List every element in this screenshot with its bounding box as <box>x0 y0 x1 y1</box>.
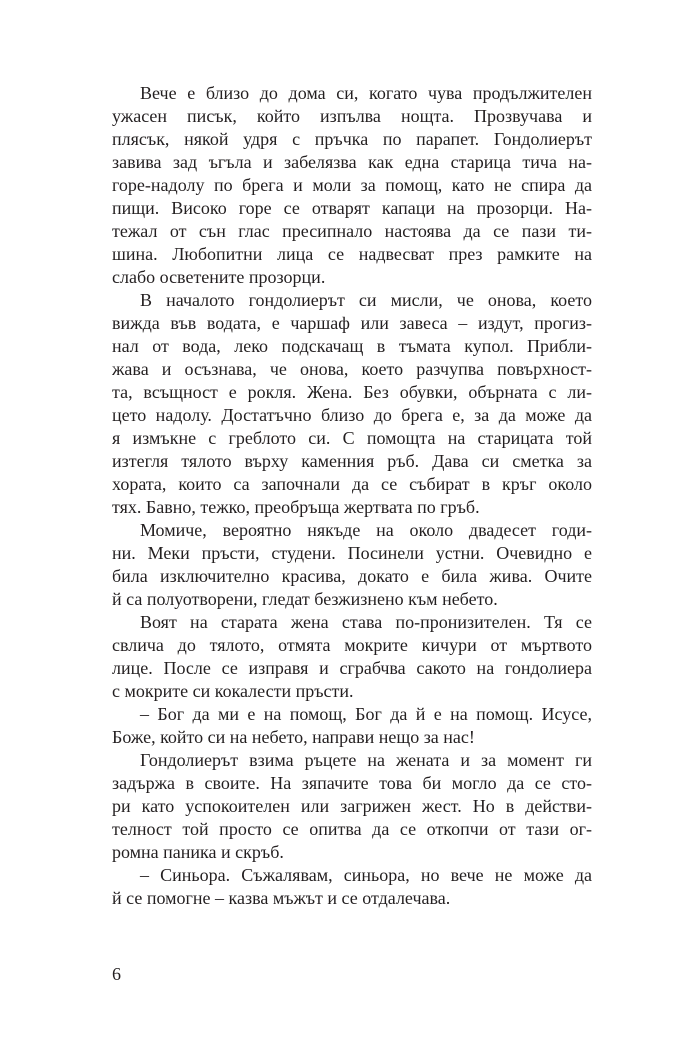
page-number: 6 <box>112 964 121 984</box>
dialogue-paragraph <box>112 703 592 749</box>
text-line: й са полуотворени, гледат безжизнено към небето. <box>112 589 498 609</box>
text-line: Момиче, вероятно някъде на около двадесет годи- <box>140 520 592 540</box>
text-line: била изключително красива, докато е била жива. Очите <box>112 566 592 586</box>
dialogue-paragraph <box>112 864 592 910</box>
paragraph <box>112 519 592 611</box>
text-line: нал от вода, леко подскачащ в тъмата купол. Прибли- <box>112 336 592 356</box>
text-line: изтегля тялото върху каменния ръб. Дава си сметка за <box>112 451 592 471</box>
text-line: тежал от сън глас пресипнало настоява да се пази ти- <box>112 221 592 241</box>
text-line: й се помогне – казва мъжът и се отдалечава. <box>112 888 451 908</box>
text-line: цето надолу. Достатъчно близо до брега е, за да може да <box>112 405 592 425</box>
text-line: Вече е близо до дома си, когато чува продължителен <box>140 83 592 103</box>
paragraph <box>112 82 592 289</box>
text-line: ни. Меки пръсти, студени. Посинели устни. Очевидно е <box>112 543 592 563</box>
text-line: ужасен писък, който изпълва нощта. Прозвучава и <box>112 106 592 126</box>
text-line: я измъкне с греблото си. С помощта на старицата той <box>112 428 592 448</box>
text-line: та, всъщност е рокля. Жена. Без обувки, обърната с ли- <box>112 382 592 402</box>
text-line: свлича до тялото, отмята мокрите кичури от мъртвото <box>112 635 592 655</box>
paragraph <box>112 749 592 864</box>
text-line: задържа в своите. На зяпачите това би могло да се сто- <box>112 773 592 793</box>
text-line: – Бог да ми е на помощ, Бог да й е на помощ. Исусе, <box>140 704 592 724</box>
text-line: плясък, някой удря с пръчка по парапет. Гондолиерът <box>112 129 592 149</box>
paragraph <box>112 611 592 703</box>
text-line: пищи. Високо горе се отварят капаци на прозорци. На- <box>112 198 592 218</box>
text-line: хората, които са започнали да се събират в кръг около <box>112 474 592 494</box>
text-line: с мокрите си кокалести пръсти. <box>112 681 354 701</box>
text-line: – Синьора. Съжалявам, синьора, но вече не може да <box>140 865 592 885</box>
text-line: Боже, който си на небето, направи нещо за нас! <box>112 727 475 747</box>
text-line: слабо осветените прозорци. <box>112 267 326 287</box>
text-line: ромна паника и скръб. <box>112 842 284 862</box>
text-line: Гондолиерът взима ръцете на жената и за момент ги <box>140 750 592 770</box>
text-line: В началото гондолиерът си мисли, че онова, което <box>140 290 592 310</box>
text-line: горе-надолу по брега и моли за помощ, като не спира да <box>112 175 592 195</box>
text-line: тях. Бавно, тежко, преобръща жертвата по гръб. <box>112 497 480 517</box>
text-line: лице. После се изправя и сграбчва сакото на гондолиера <box>112 658 592 678</box>
text-line: телност той просто се опитва да се откопчи от тази ог- <box>112 819 592 839</box>
text-line: шина. Любопитни лица се надвесват през рамките на <box>112 244 592 264</box>
body-text <box>112 82 592 910</box>
text-line: вижда във водата, е чаршаф или завеса – издут, прогиз- <box>112 313 592 333</box>
text-line: завива зад ъгъла и забелязва как една старица тича на- <box>112 152 592 172</box>
text-line: ри като успокоителен или загрижен жест. Но в действи- <box>112 796 592 816</box>
paragraph <box>112 289 592 519</box>
text-line: жава и осъзнава, че онова, което разчупва повърхност- <box>112 359 592 379</box>
text-line: Воят на старата жена става по-пронизителен. Тя се <box>140 612 592 632</box>
